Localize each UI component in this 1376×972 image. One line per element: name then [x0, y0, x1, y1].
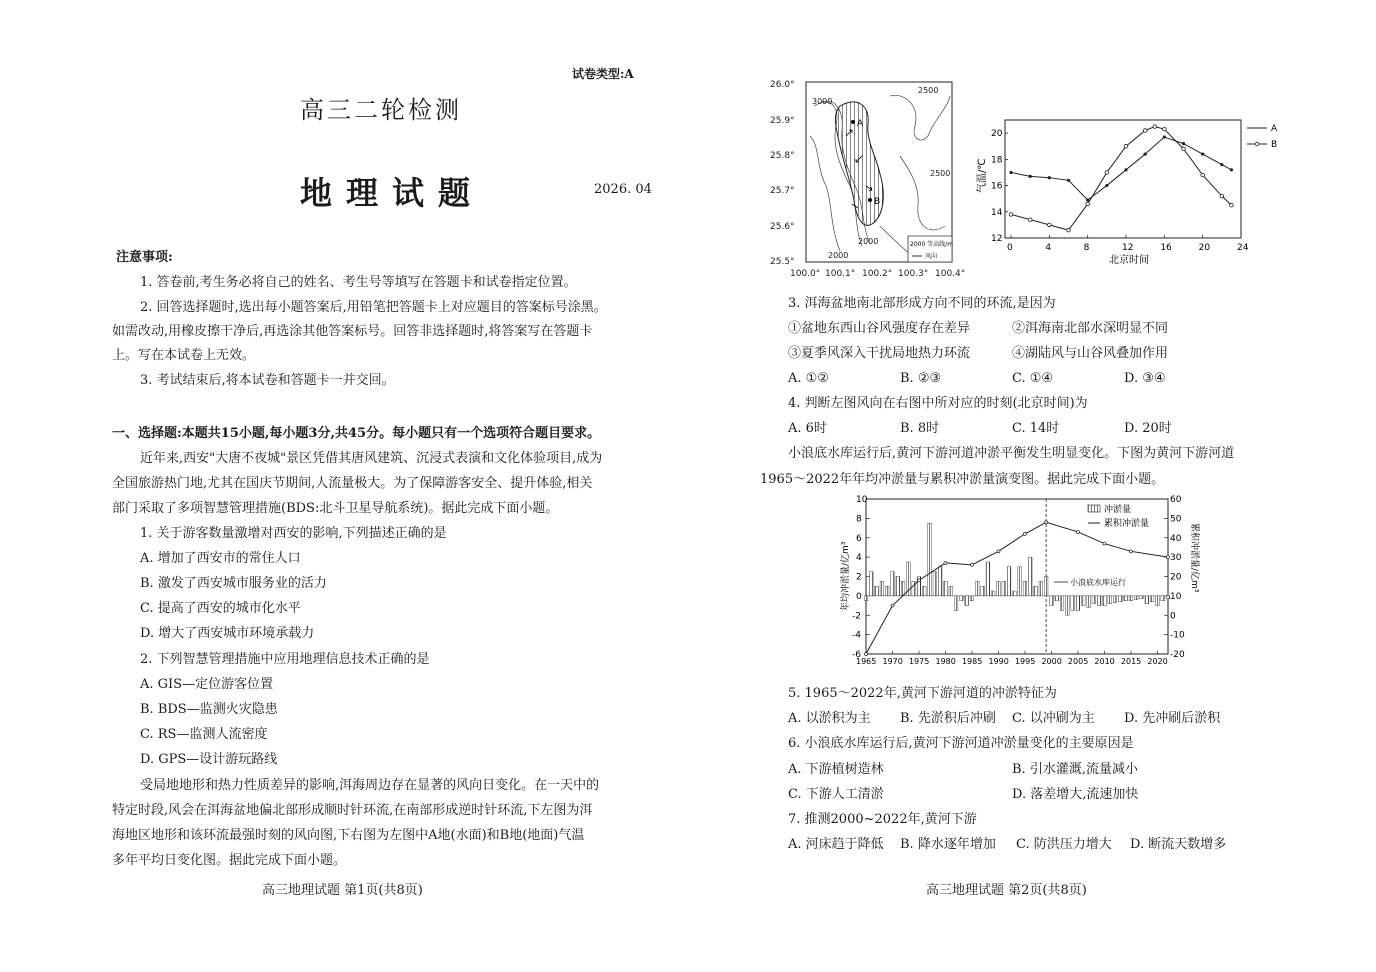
sed-cumulative-point: [970, 563, 973, 566]
material-2-line1: 受局地地形和热力性质差异的影响,洱海周边存在显著的风向日变化。在一天中的: [140, 778, 600, 793]
sed-bar: [1050, 596, 1054, 606]
question-4: 4. 判断左图风向在右图中所对应的时刻(北京时间)为: [788, 396, 1088, 411]
sed-bar: [896, 577, 900, 596]
q1-option-a: A. 增加了西安市的常住人口: [140, 551, 301, 566]
contour-label: 3000: [812, 97, 833, 106]
map-lat-label: 26.0°: [770, 80, 795, 90]
sed-bar: [933, 572, 937, 596]
sed-ylabel-right: 累积冲淤量/亿m³: [1189, 523, 1199, 593]
temp-point-b: [1105, 171, 1109, 175]
sed-x-tick-label: 1990: [988, 657, 1009, 666]
sed-x-tick-label: 1985: [961, 657, 983, 666]
temp-point-a: [1105, 184, 1108, 187]
notice-3: 3. 考试结束后,将本试卷和答题卡一并交回。: [140, 373, 395, 388]
q4-option-d: D. 20时: [1124, 421, 1172, 436]
temp-y-tick-label: 20: [991, 129, 1003, 140]
temp-x-tick-label: 0: [1007, 243, 1013, 253]
sed-bar: [1097, 596, 1101, 606]
sed-bar: [1092, 596, 1096, 604]
sed-bar: [1118, 596, 1122, 602]
material-1-line2: 全国旅游热门地,尤其在国庆节期间,人流量极大。为了保障游客安全、提升体验,相关: [112, 476, 593, 491]
sed-bar: [1150, 596, 1154, 602]
sed-bar: [1013, 591, 1017, 596]
temp-point-a: [1067, 179, 1070, 182]
notice-title: 注意事项:: [116, 250, 173, 265]
sed-bar: [944, 581, 948, 596]
q7-option-c: C. 防洪压力增大: [1016, 837, 1112, 852]
sed-bar: [986, 562, 990, 596]
sed-legend-line: 累积冲淤量: [1104, 519, 1150, 529]
sed-cumulative-point: [1076, 530, 1079, 533]
map-lon-label: 100.0°: [790, 269, 821, 279]
temp-legend-a: A: [1271, 124, 1278, 134]
section-1-heading: 一、选择题:本题共15小题,每小题3分,共45分。每小题只有一个选项符合题目要求。: [112, 426, 601, 441]
exam-date: 2026. 04: [594, 182, 652, 197]
sed-bar: [864, 596, 868, 601]
sed-left-tick-label: 4: [856, 553, 862, 564]
sed-bar: [880, 581, 884, 596]
sed-x-tick-label: 1965: [856, 657, 877, 666]
q2-option-a: A. GIS—定位游客位置: [140, 677, 274, 692]
point-b-label: B: [874, 197, 881, 207]
q4-option-b: B. 8时: [900, 421, 940, 436]
contour-label: 2000: [828, 251, 849, 260]
map-lon-label: 100.2°: [862, 269, 893, 279]
sed-left-tick-label: -4: [852, 630, 861, 641]
sed-bar: [1023, 581, 1027, 596]
temp-point-a: [1230, 168, 1233, 171]
contour-label: 2500: [918, 86, 939, 95]
sed-bar: [1113, 596, 1117, 603]
q6-option-d: D. 落差增大,流速加快: [1012, 787, 1139, 802]
exam-title: 高三二轮检测: [300, 96, 462, 124]
q1-option-c: C. 提高了西安的城市化水平: [140, 601, 301, 616]
temp-legend-b: B: [1271, 140, 1278, 150]
sed-x-tick-label: 2010: [1094, 657, 1115, 666]
q3-statement-4: ④湖陆风与山谷风叠加作用: [1012, 346, 1169, 361]
q3-option-d: D. ③④: [1124, 371, 1166, 386]
temp-point-b: [1143, 129, 1147, 133]
q2-option-d: D. GPS—设计游玩路线: [140, 752, 278, 767]
temp-point-a: [1124, 168, 1127, 171]
q2-option-c: C. RS—监测人流密度: [140, 727, 268, 742]
sed-cumulative-point: [1045, 521, 1048, 524]
sed-bar: [1161, 596, 1165, 601]
point-a-label: A: [857, 119, 864, 129]
sed-cumulative-point: [1103, 542, 1106, 545]
sed-bar: [1129, 596, 1133, 601]
notice-2b: 如需改动,用橡皮擦干净后,再选涂其他答案标号。回答非选择题时,将答案写在答题卡: [112, 324, 593, 339]
sed-bar: [1028, 557, 1032, 596]
temp-y-tick-label: 14: [991, 207, 1003, 218]
sed-bar: [975, 581, 979, 596]
temp-point-b: [1230, 203, 1234, 207]
q1-option-d: D. 增大了西安城市环境承载力: [140, 626, 315, 641]
map-lon-label: 100.1°: [825, 269, 856, 279]
sed-bar: [1076, 596, 1080, 611]
material-2-line2: 特定时段,风会在洱海盆地偏北部形成顺时针环流,在南部形成逆时针环流,下左图为洱: [112, 803, 593, 818]
page-footer-left: 高三地理试题 第1页(共8页): [262, 883, 423, 898]
q5-option-b: B. 先淤积后冲刷: [900, 711, 996, 726]
sed-bar: [1018, 567, 1022, 596]
temp-series-B: [1011, 127, 1231, 231]
q3-statement-1: ①盆地东西山谷风强度存在差异: [788, 321, 971, 336]
q6-option-a: A. 下游植树造林: [788, 762, 884, 777]
sed-legend-bar: 冲淤量: [1104, 505, 1132, 515]
sed-left-tick-label: 10: [856, 495, 868, 505]
material-1-line3: 部门采取了多项智慧管理措施(BDS:北斗卫星导航系统)。据此完成下面小题。: [112, 501, 559, 516]
q1-option-b: B. 激发了西安城市服务业的活力: [140, 576, 327, 591]
sed-bar: [869, 572, 873, 596]
contour-label: 2500: [930, 169, 951, 178]
sed-bar: [1134, 596, 1138, 600]
temperature-chart: [975, 108, 1310, 268]
notice-2c: 上。写在本试卷上无效。: [112, 348, 256, 363]
sed-bar: [1145, 596, 1149, 604]
temp-point-b: [1182, 147, 1186, 151]
q5-option-c: C. 以冲刷为主: [1012, 711, 1095, 726]
temp-point-b: [1153, 125, 1157, 129]
sed-bar: [1156, 596, 1160, 606]
sed-cumulative-point: [997, 550, 1000, 553]
sed-bar: [885, 586, 889, 596]
temp-point-b: [1201, 173, 1205, 177]
sed-x-tick-label: 1975: [908, 657, 930, 666]
material-1-line1: 近年来,西安"大唐不夜城"景区凭借其唐风建筑、沉浸式表演和文化体验项目,成为: [140, 451, 603, 466]
temp-y-tick-label: 16: [991, 181, 1003, 192]
temp-legend-marker-b: [1255, 142, 1259, 146]
sed-bar: [938, 567, 942, 596]
sed-x-tick-label: 1970: [882, 657, 903, 666]
q3-statement-2: ②洱海南北部水深明显不同: [1012, 321, 1169, 336]
sed-cumulative-point: [917, 579, 920, 582]
sed-bar: [1060, 596, 1064, 611]
point-a-marker: [851, 120, 855, 124]
temp-x-tick-label: 12: [1122, 243, 1134, 253]
contour-label: 2000: [858, 237, 879, 246]
question-5: 5. 1965～2022年,黄河下游河道的冲淤特征为: [788, 686, 1057, 701]
sed-cumulative-point: [1167, 556, 1170, 559]
map-legend-wind: 风向: [925, 253, 938, 260]
sed-annotation: 小浪底水库运行: [1070, 578, 1126, 587]
material-2-line3: 海地区地形和该环流最强时刻的风向图,下右图为左图中A地(水面)和B地(地面)气温: [112, 828, 585, 843]
sed-cumulative-point: [865, 653, 868, 656]
q5-option-a: A. 以淤积为主: [788, 711, 871, 726]
sed-bar: [875, 586, 879, 596]
q3-option-c: C. ①④: [1012, 371, 1054, 386]
q4-option-c: C. 14时: [1012, 421, 1060, 436]
sed-x-tick-label: 1995: [1014, 657, 1036, 666]
subject-title: 地理试题: [300, 174, 485, 212]
sed-cumulative-point: [944, 561, 947, 564]
temp-point-b: [1163, 127, 1167, 131]
temp-point-b: [1086, 202, 1090, 206]
sed-x-tick-label: 2005: [1067, 657, 1089, 666]
sed-right-tick-label: 20: [1170, 572, 1182, 583]
question-7: 7. 推测2000~2022年,黄河下游: [788, 812, 977, 827]
map-lat-label: 25.8°: [770, 151, 795, 161]
temp-point-a: [1048, 176, 1051, 179]
q7-option-d: D. 断流天数增多: [1130, 837, 1227, 852]
sed-bar: [954, 596, 958, 611]
notice-2a: 2. 回答选择题时,选出每小题答案后,用铅笔把答题卡上对应题目的答案标号涂黑。: [140, 300, 607, 315]
sed-bar: [1124, 596, 1128, 601]
q7-option-a: A. 河床趋于降低: [788, 837, 884, 852]
temp-x-tick-label: 16: [1160, 243, 1172, 253]
temp-point-a: [1009, 171, 1012, 174]
map-lat-label: 25.9°: [770, 116, 795, 126]
sed-right-tick-label: 40: [1170, 533, 1182, 544]
sed-right-tick-label: 0: [1170, 611, 1176, 622]
temp-point-b: [1028, 218, 1032, 222]
temp-point-a: [1220, 163, 1223, 166]
temp-xlabel: 北京时间: [1109, 255, 1149, 266]
sed-cumulative-point: [1129, 550, 1132, 553]
sed-bar: [1039, 581, 1043, 596]
temp-point-a: [1086, 198, 1089, 201]
map-lon-label: 100.4°: [935, 269, 966, 279]
sed-ylabel-left: 年均冲淤量/亿m³: [841, 541, 851, 611]
sed-bar: [922, 586, 926, 596]
map-lon-label: 100.3°: [898, 269, 929, 279]
sed-left-tick-label: 2: [856, 572, 862, 583]
question-3: 3. 洱海盆地南北部形成方向不同的环流,是因为: [788, 296, 1056, 311]
q3-option-b: B. ②③: [900, 371, 942, 386]
sed-bar: [1108, 596, 1112, 604]
sed-bar: [891, 572, 895, 596]
notice-1: 1. 答卷前,考生务必将自己的姓名、考生号等填写在答题卡和试卷指定位置。: [140, 275, 577, 290]
temp-ylabel: 气温/℃: [977, 158, 988, 193]
temp-x-tick-label: 8: [1083, 243, 1090, 253]
sed-bar: [1081, 596, 1085, 606]
point-b-marker: [868, 198, 872, 202]
material-2-line4: 多年平均日变化图。据此完成下面小题。: [112, 853, 347, 868]
sed-bar: [997, 581, 1001, 596]
sed-right-tick-label: 50: [1170, 514, 1182, 525]
sed-x-tick-label: 2020: [1147, 657, 1168, 666]
map-lat-label: 25.5°: [770, 257, 795, 267]
temp-point-b: [1009, 213, 1013, 217]
temp-point-a: [1182, 142, 1185, 145]
q7-option-b: B. 降水逐年增加: [900, 837, 996, 852]
sed-bar: [1055, 596, 1059, 601]
sed-bar: [1103, 596, 1107, 606]
sed-cumulative-point: [891, 604, 894, 607]
sed-left-tick-label: 0: [856, 591, 862, 602]
sed-right-tick-label: 30: [1170, 553, 1182, 564]
sed-bar: [1087, 596, 1091, 608]
q3-option-a: A. ①②: [788, 371, 829, 386]
sed-right-tick-label: -20: [1170, 650, 1185, 660]
temp-point-a: [1029, 175, 1032, 178]
question-2: 2. 下列智慧管理措施中应用地理信息技术正确的是: [140, 652, 430, 667]
sed-right-tick-label: -10: [1170, 630, 1185, 641]
sed-bar: [1066, 596, 1070, 615]
temp-point-a: [1201, 152, 1204, 155]
sed-x-tick-label: 2000: [1041, 657, 1062, 666]
material-3-line2: 1965～2022年年均冲淤量与累积冲淤量演变图。据此完成下面小题。: [760, 472, 1165, 487]
paper-type: 试卷类型:A: [572, 67, 634, 81]
sed-bar: [949, 586, 953, 596]
sed-left-tick-label: 8: [856, 514, 862, 525]
sed-left-tick-label: -2: [852, 611, 861, 622]
sed-cumulative-line: [866, 522, 1168, 654]
temp-point-b: [1067, 228, 1071, 232]
temp-point-b: [1048, 223, 1052, 227]
map-lat-label: 25.7°: [770, 186, 795, 196]
q6-option-c: C. 下游人工清淤: [788, 787, 884, 802]
map-legend-contour: 2000 等高线/m: [910, 241, 954, 248]
sed-left-tick-label: -6: [852, 650, 861, 660]
map-lat-label: 25.6°: [770, 222, 795, 232]
sed-right-tick-label: 60: [1170, 495, 1182, 505]
sed-legend-bar-swatch: [1088, 505, 1100, 512]
sed-bar: [965, 596, 969, 606]
sed-bar: [1044, 577, 1048, 596]
sed-bar: [1034, 586, 1038, 596]
temp-x-tick-label: 20: [1198, 243, 1211, 253]
page-footer-right: 高三地理试题 第2页(共8页): [926, 883, 1087, 898]
sed-bar: [1007, 567, 1011, 596]
sed-right-tick-label: 10: [1170, 591, 1182, 602]
q3-statement-3: ③夏季风深入干扰局地热力环流: [788, 346, 971, 361]
sed-x-tick-label: 2015: [1120, 657, 1142, 666]
temp-y-tick-label: 18: [991, 155, 1003, 166]
sed-cumulative-point: [1023, 532, 1026, 535]
sed-bar: [981, 586, 985, 596]
sed-bar: [991, 591, 995, 596]
material-3-line1: 小浪底水库运行后,黄河下游河道冲淤平衡发生明显变化。下图为黄河下游河道: [788, 446, 1235, 461]
sediment-chart: [836, 493, 1208, 673]
question-1: 1. 关于游客数量激增对西安的影响,下列描述正确的是: [140, 526, 447, 541]
temp-x-tick-label: 24: [1237, 243, 1249, 253]
sed-x-tick-label: 1980: [935, 657, 956, 666]
temp-point-a: [1163, 135, 1166, 138]
sed-left-tick-label: 6: [856, 533, 862, 544]
sed-bar: [960, 596, 964, 601]
sed-bar: [1002, 581, 1006, 596]
q2-option-b: B. BDS—监测火灾隐患: [140, 702, 278, 717]
q4-option-a: A. 6时: [788, 421, 827, 436]
erhai-terrain-map: [770, 76, 975, 281]
temp-point-b: [1124, 144, 1128, 148]
temp-y-tick-label: 12: [991, 234, 1003, 244]
q6-option-b: B. 引水灌溉,流量减小: [1012, 762, 1138, 777]
sed-bar: [1166, 596, 1170, 599]
sed-bar: [1140, 596, 1144, 599]
sed-bar: [1071, 596, 1075, 611]
temp-point-b: [1220, 194, 1224, 198]
q5-option-d: D. 先冲刷后淤积: [1124, 711, 1221, 726]
temp-x-tick-label: 4: [1045, 243, 1052, 253]
sed-bar: [970, 596, 974, 601]
sed-bar: [928, 523, 932, 596]
temp-point-a: [1144, 152, 1147, 155]
question-6: 6. 小浪底水库运行后,黄河下游河道冲淤量变化的主要原因是: [788, 736, 1134, 751]
